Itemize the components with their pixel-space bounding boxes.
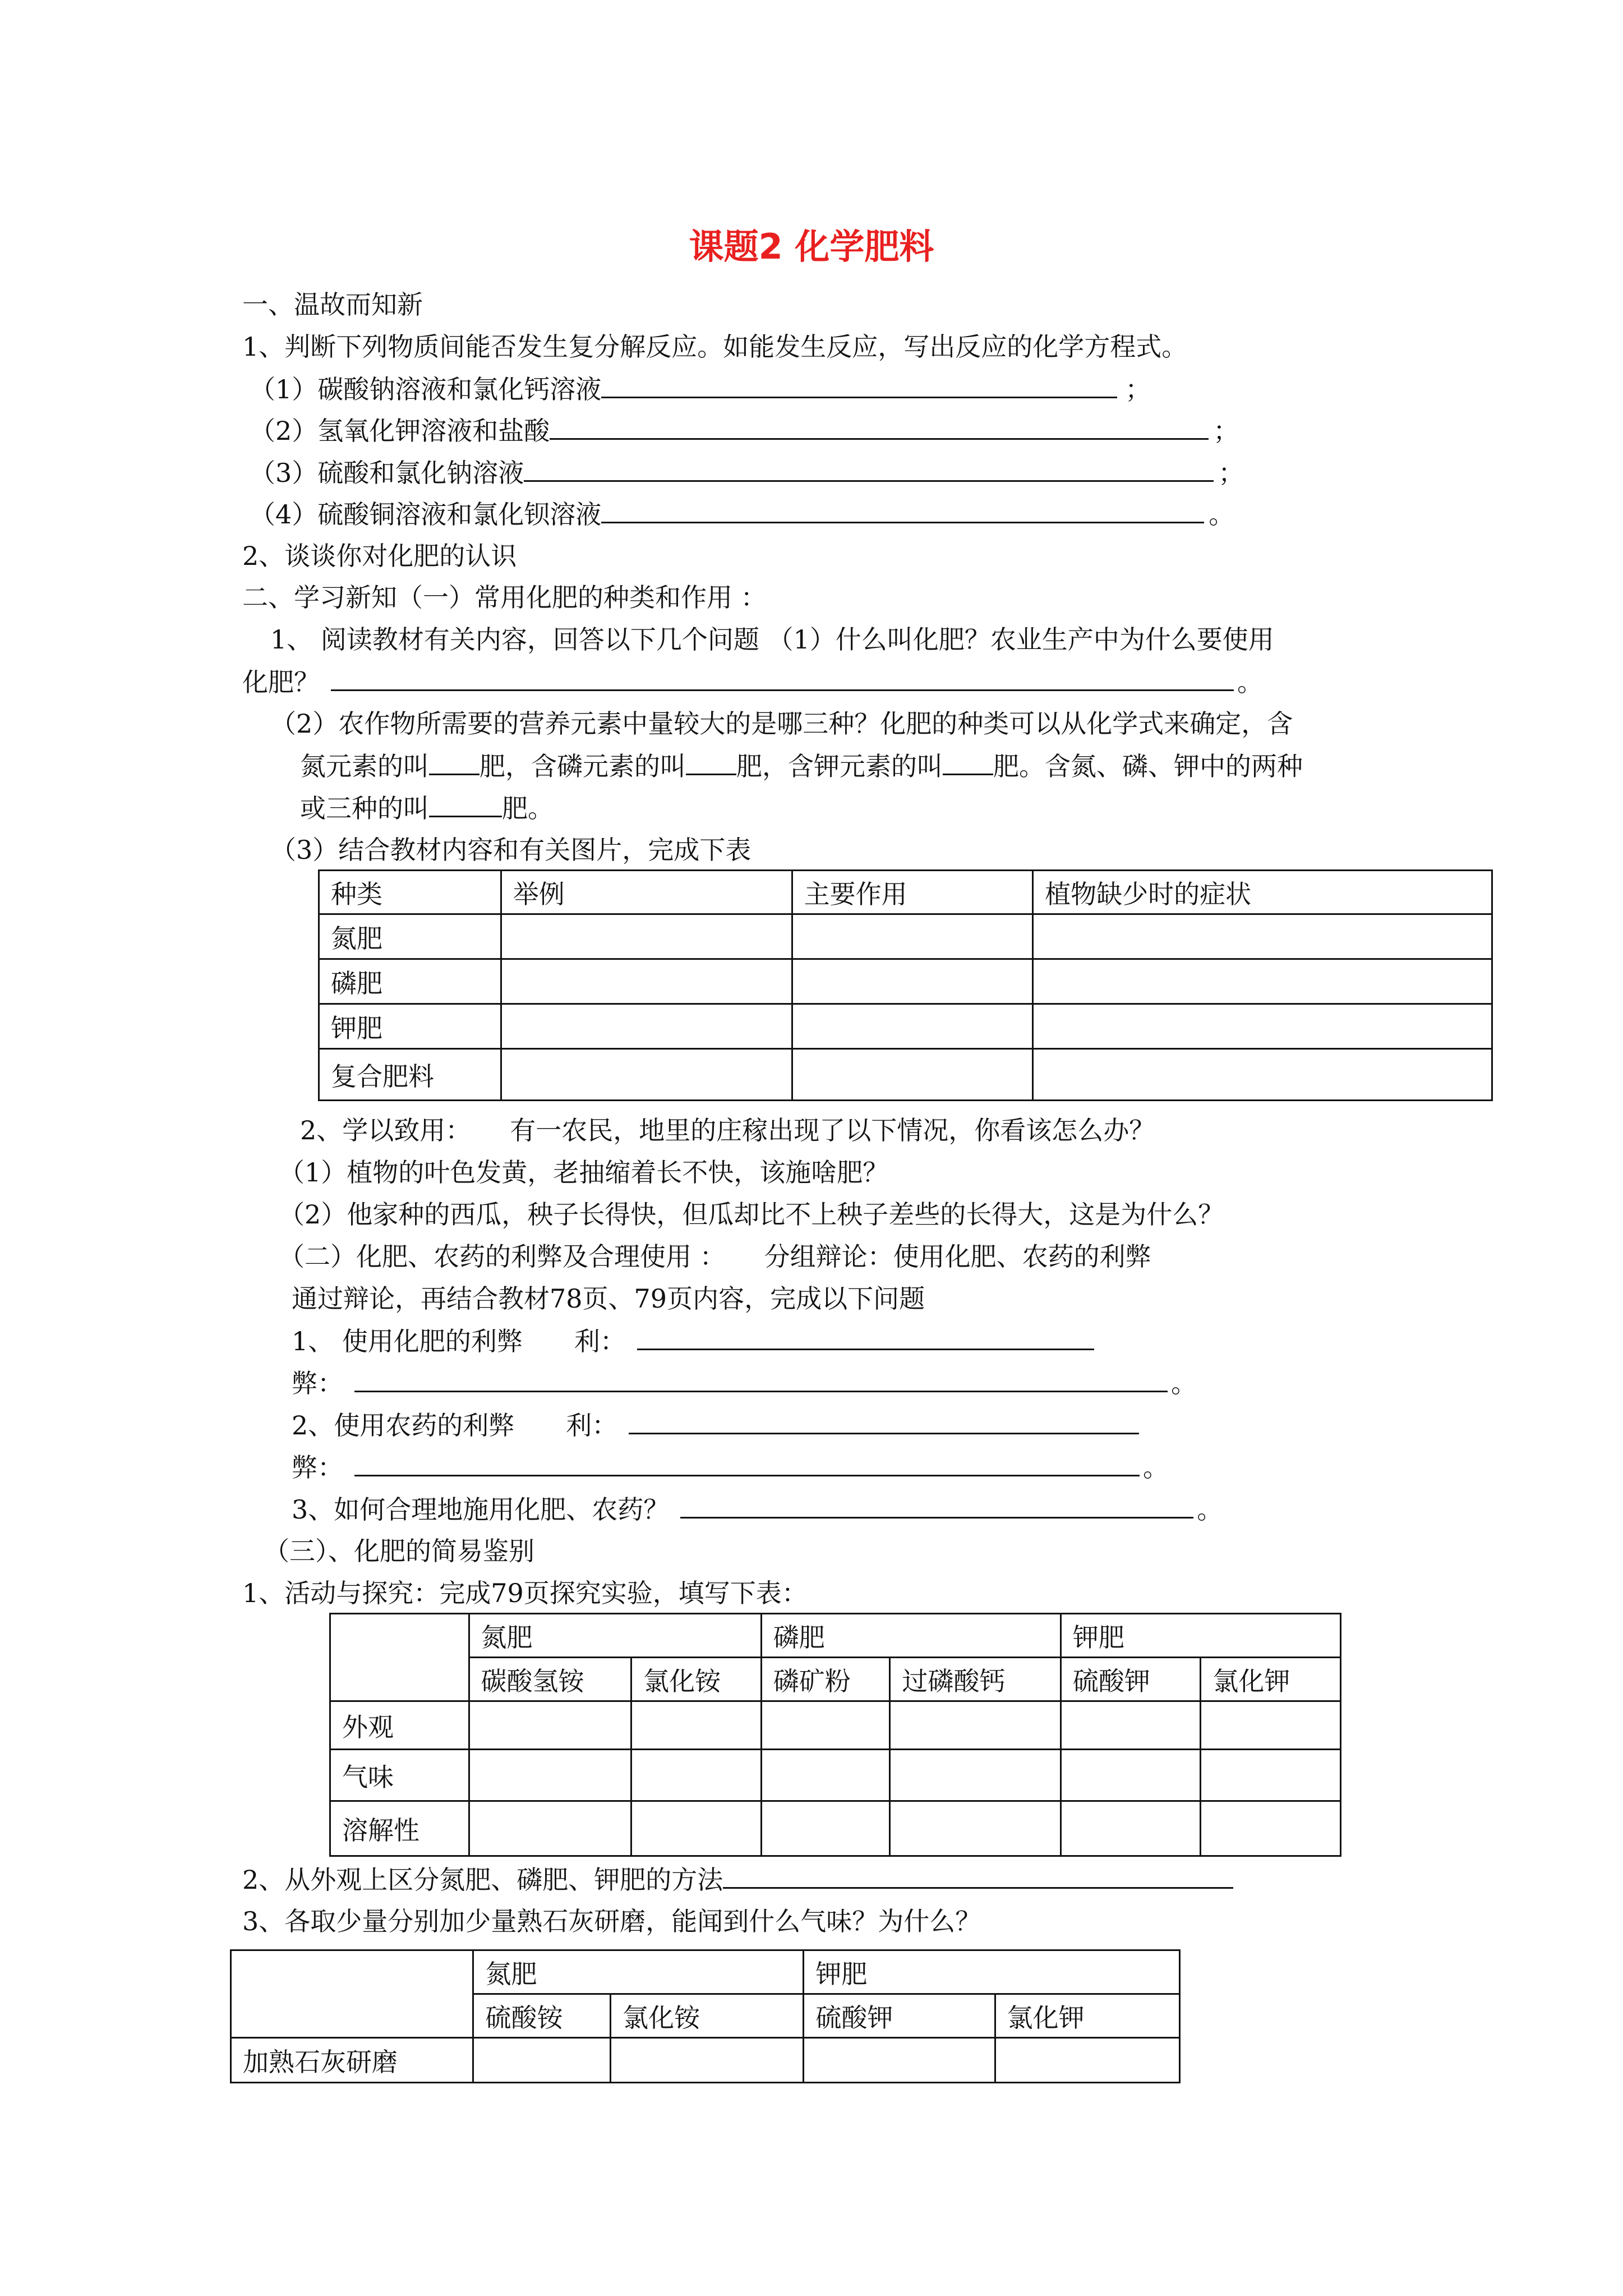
table-cell[interactable] (792, 1049, 1032, 1101)
table-cell[interactable] (890, 1801, 1061, 1856)
table-cell[interactable] (1061, 1701, 1201, 1750)
table-header: 种类 (319, 871, 501, 914)
answer-blank[interactable] (943, 749, 993, 775)
table-cell[interactable] (995, 2038, 1179, 2083)
item-header: 氯化钾 (1201, 1658, 1341, 1701)
use-pesticide-cons: 弊： 。 (292, 1450, 1169, 1484)
item-label: （1）碳酸钠溶液和氯化钙溶液 (250, 374, 602, 404)
table-cell[interactable] (890, 1750, 1061, 1801)
section-heading-1: 一、温故而知新 (242, 289, 423, 320)
table-corner (231, 1950, 473, 2038)
item-header: 碳酸氢铵 (469, 1658, 631, 1701)
item-label: （4）硫酸铜溶液和氯化钡溶液 (250, 499, 602, 530)
answer-blank[interactable] (354, 1450, 1140, 1476)
table-cell[interactable] (890, 1701, 1061, 1750)
question-1: 1、判断下列物质间能否发生复分解反应。如能发生反应，写出反应的化学方程式。 (242, 332, 1188, 362)
group-header: 氮肥 (469, 1614, 761, 1658)
item-header: 氯化铵 (611, 1994, 804, 2038)
table-cell[interactable] (1033, 914, 1492, 959)
table-cell[interactable] (792, 959, 1032, 1004)
answer-blank[interactable] (686, 749, 736, 775)
table-cell[interactable] (761, 1801, 890, 1856)
lime-grinding-table (230, 1949, 1181, 2083)
answer-blank[interactable] (629, 1408, 1139, 1434)
row-label: 复合肥料 (319, 1049, 501, 1101)
paragraph-1b: 化肥？ 。 (242, 665, 1263, 699)
reaction-item-4: （4）硫酸铜溶液和氯化钡溶液 。 (250, 497, 1234, 531)
identification-table (329, 1613, 1341, 1857)
subsection-2-heading: （二）化肥、农药的利弊及合理使用 ： 分组辩论：使用化肥、农药的利弊 (279, 1241, 1151, 1272)
row-label: 溶解性 (330, 1801, 469, 1856)
table-cell[interactable] (501, 914, 792, 959)
table-header: 植物缺少时的症状 (1033, 871, 1492, 914)
rational-use-question: 3、如何合理地施用化肥、农药？ 。 (292, 1492, 1223, 1526)
paragraph-3: （3）结合教材内容和有关图片，完成下表 (270, 835, 751, 865)
apply-heading: 2、学以致用： 有一农民，地里的庄稼出现了以下情况，你看该怎么办？ (300, 1115, 1155, 1145)
apply-question-2: （2）他家种的西瓜，秧子长得快，但瓜却比不上秧子差些的长得大，这是为什么？ (279, 1199, 1224, 1230)
table-cell[interactable] (501, 1049, 792, 1101)
item-label: （3）硫酸和氯化钠溶液 (250, 458, 524, 488)
answer-blank[interactable] (723, 1862, 1233, 1889)
apply-question-1: （1）植物的叶色发黄，老抽缩着长不快，该施啥肥？ (279, 1157, 889, 1188)
subsection-3-heading: （三）、化肥的简易鉴别 (264, 1536, 534, 1566)
group-header: 钾肥 (1061, 1614, 1340, 1658)
table-header: 主要作用 (792, 871, 1032, 914)
answer-blank[interactable] (601, 497, 1204, 523)
answer-blank[interactable] (637, 1324, 1094, 1350)
reaction-item-1: （1）碳酸钠溶液和氯化钙溶液 ； (250, 372, 1151, 406)
item-header: 磷矿粉 (761, 1658, 890, 1701)
table-cell[interactable] (631, 1701, 762, 1750)
use-fertilizer-cons: 弊： 。 (292, 1366, 1197, 1400)
item-header: 氯化铵 (631, 1658, 762, 1701)
answer-blank[interactable] (550, 413, 1209, 440)
activity-heading: 1、活动与探究：完成79页探究实验，填写下表： (242, 1578, 808, 1608)
item-label: （2）氢氧化钾溶液和盐酸 (250, 416, 550, 446)
paragraph-1a: 1、 阅读教材有关内容，回答以下几个问题 （1）什么叫化肥？农业生产中为什么要使用 (270, 624, 1274, 655)
table-cell[interactable] (761, 1750, 890, 1801)
table-cell[interactable] (804, 2038, 995, 2083)
table-cell[interactable] (631, 1750, 762, 1801)
row-label: 气味 (330, 1750, 469, 1801)
paragraph-2c: 或三种的叫 肥。 (300, 791, 554, 825)
use-fertilizer-pros: 1、 使用化肥的利弊 利： (292, 1324, 1094, 1358)
table-cell[interactable] (792, 1004, 1032, 1049)
row-label: 加熟石灰研磨 (231, 2038, 473, 2083)
table-cell[interactable] (1033, 959, 1492, 1004)
group-header: 磷肥 (761, 1614, 1061, 1658)
table-cell[interactable] (473, 2038, 611, 2083)
answer-blank[interactable] (680, 1492, 1193, 1519)
table-cell[interactable] (1201, 1750, 1341, 1801)
fertilizer-types-table (318, 869, 1493, 1101)
table-cell[interactable] (1033, 1004, 1492, 1049)
table-cell[interactable] (501, 1004, 792, 1049)
table-cell[interactable] (1033, 1049, 1492, 1101)
paragraph-2b: 氮元素的叫 肥，含磷元素的叫 肥，含钾元素的叫 肥。含氮、磷、钾中的两种 (300, 749, 1303, 783)
table-corner (330, 1614, 469, 1701)
row-label: 磷肥 (319, 959, 501, 1004)
row-label: 氮肥 (319, 914, 501, 959)
reaction-item-3: （3）硫酸和氯化钠溶液 ； (250, 455, 1244, 490)
answer-blank[interactable] (601, 372, 1117, 398)
table-cell[interactable] (501, 959, 792, 1004)
question-2: 2、谈谈你对化肥的认识 (242, 541, 517, 571)
table-cell[interactable] (469, 1750, 631, 1801)
table-cell[interactable] (469, 1701, 631, 1750)
table-header: 举例 (501, 871, 792, 914)
appearance-method-question: 2、从外观上区分氮肥、磷肥、钾肥的方法 (242, 1862, 1233, 1897)
group-header: 氮肥 (473, 1950, 804, 1994)
row-label: 外观 (330, 1701, 469, 1750)
item-header: 硫酸钾 (804, 1994, 995, 2038)
table-cell[interactable] (1201, 1701, 1341, 1750)
group-header: 钾肥 (804, 1950, 1180, 1994)
table-cell[interactable] (792, 914, 1032, 959)
table-cell[interactable] (1061, 1801, 1201, 1856)
table-cell[interactable] (469, 1801, 631, 1856)
table-cell[interactable] (761, 1701, 890, 1750)
item-header: 过磷酸钙 (890, 1658, 1061, 1701)
answer-blank[interactable] (331, 665, 1234, 691)
item-header: 硫酸铵 (473, 1994, 611, 2038)
row-label: 钾肥 (319, 1004, 501, 1049)
reaction-item-2: （2）氢氧化钾溶液和盐酸 ； (250, 413, 1239, 448)
answer-blank[interactable] (429, 791, 502, 817)
table-cell[interactable] (1201, 1801, 1341, 1856)
section-heading-2: 二、学习新知（一）常用化肥的种类和作用 ： (242, 582, 767, 613)
table-cell[interactable] (1061, 1750, 1201, 1801)
answer-blank[interactable] (354, 1366, 1168, 1392)
item-header: 硫酸钾 (1061, 1658, 1201, 1701)
table-cell[interactable] (611, 2038, 804, 2083)
paragraph-2a: （2）农作物所需要的营养元素中量较大的是哪三种？化肥的种类可以从化学式来确定，含 (270, 708, 1293, 739)
item-header: 氯化钾 (995, 1994, 1179, 2038)
page-title: 课题2 化学肥料 (689, 226, 934, 267)
answer-blank[interactable] (524, 455, 1214, 482)
subsection-2-intro: 通过辩论，再结合教材78页、79页内容，完成以下问题 (292, 1283, 925, 1314)
answer-blank[interactable] (429, 749, 479, 775)
use-pesticide-pros: 2、使用农药的利弊 利： (292, 1408, 1139, 1442)
lime-grinding-question: 3、各取少量分别加少量熟石灰研磨，能闻到什么气味？为什么？ (242, 1906, 981, 1936)
table-cell[interactable] (631, 1801, 762, 1856)
